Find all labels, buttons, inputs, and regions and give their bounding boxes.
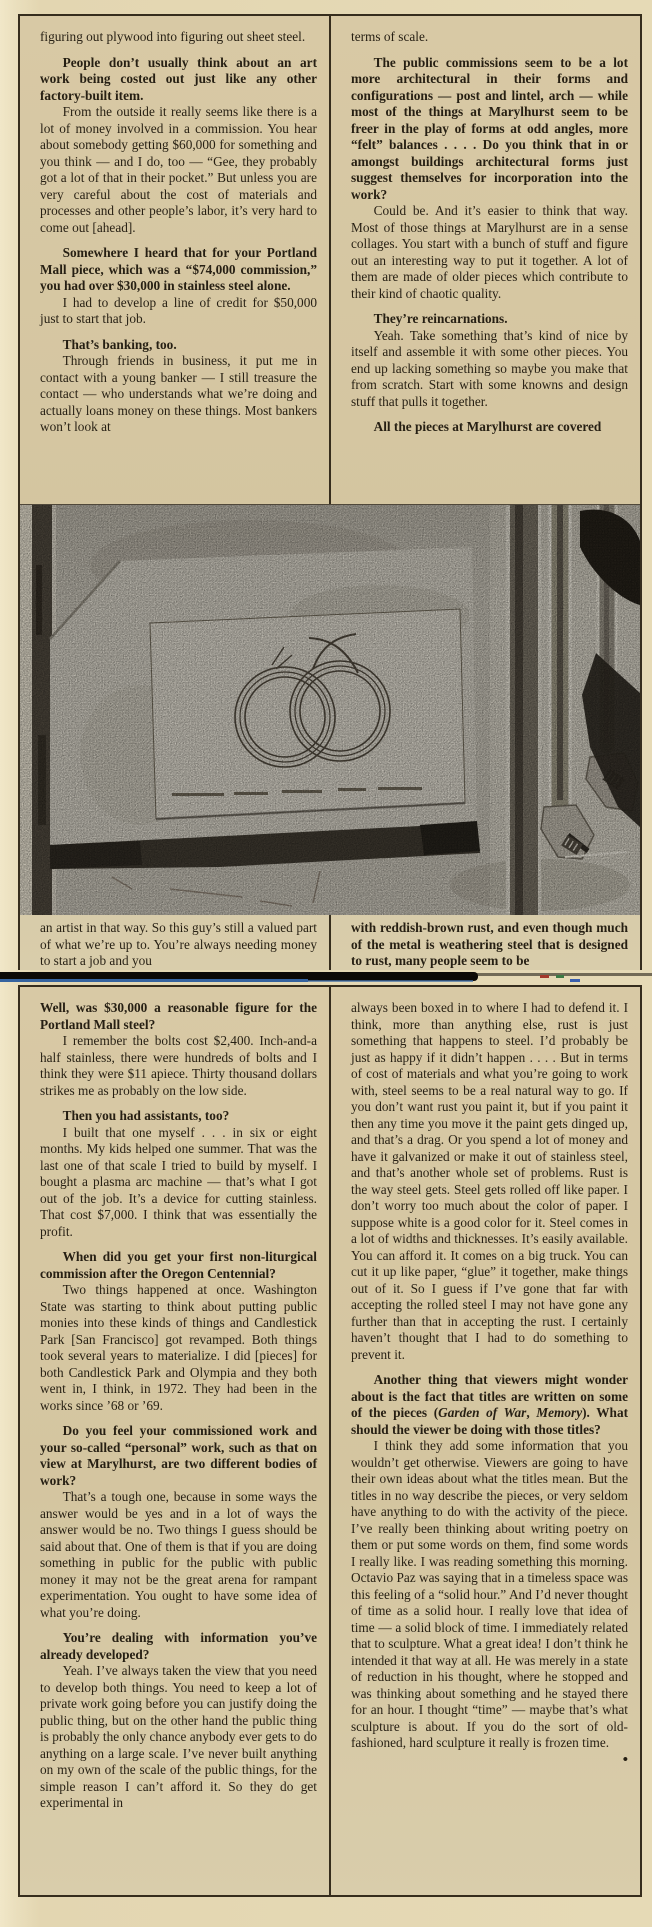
clipping-top — [18, 14, 642, 970]
text-run: , — [526, 1405, 537, 1420]
answer-paragraph: I had to develop a line of credit for $50,000 just to start that job. — [40, 294, 317, 326]
question-paragraph — [351, 1372, 628, 1438]
question-paragraph: Do you feel your commissioned work and your so-called “personal” work, such as that on view at Marylhurst, are two different bodies of work? — [40, 1423, 317, 1488]
scan-artifact-speck — [570, 979, 580, 982]
answer-paragraph: From the outside it really seems like there is a lot of money involved in a commission. You hear about somebody getting $60,000 for something and you think — and I do, too — “Gee, they probably got a lot of that in their pocket.” But unless you are very careful about the cost of materials and processes and other people’s labor, it’s very hard to come out [ahead]. — [40, 104, 317, 235]
answer-paragraph: Yeah. I’ve always taken the view that you need to develop both things. You need to keep a lot of private work going before you can justify doing the public thing, but on the other hand the public thing is probably the only chance anybody ever gets to do anything on a large scale. I’ve never built anything on my own of the scale of the public things, for the simple reason I can’t afford it. So they do get experimental in — [40, 1663, 317, 1810]
question-paragraph: Well, was $30,000 a reasonable figure for the Portland Mall steel? — [40, 1000, 317, 1032]
question-paragraph: Then you had assistants, too? — [62, 1108, 230, 1123]
mid-right-column — [329, 915, 640, 970]
seam-blue-line — [0, 979, 308, 982]
photo-illustration — [20, 505, 640, 915]
scanned-page — [0, 14, 652, 1927]
text-run: Garden of War — [438, 1405, 527, 1420]
seam-blue-line-faint — [308, 980, 473, 982]
article-end-mark: • — [622, 1751, 628, 1768]
text-run: Another thing that viewers might wonder about is the fact that titles are written on some of the pieces ( — [351, 1372, 628, 1420]
clipping-bottom — [18, 985, 642, 1897]
question-paragraph: Somewhere I heard that for your Portland Mall piece, which was a “$74,000 commission,” you had over $30,000 in stainless steel alone. — [40, 245, 317, 293]
top-text-columns — [20, 16, 640, 504]
bottom-left-column — [20, 987, 329, 1897]
scan-artifact-speck — [556, 975, 564, 978]
question-paragraph: The public commissions seem to be a lot more architectural in their forms and configurations — post and lintel, arch — while most of the things at Marylhurst seem to be freer in the play of forms at odd angles, more “felt” balances . . . . Do you think that in or amongst buildings architectural forms just suggest themselves for incorporation into the work? — [351, 54, 628, 202]
question-paragraph: with reddish-brown rust, and even though much of the metal is weathering steel that is designed to rust, many people seem to be — [351, 920, 628, 968]
question-paragraph: When did you get your first non-liturgical commission after the Oregon Centennial? — [40, 1249, 317, 1281]
answer-paragraph: I think they add some information that you wouldn’t get otherwise. Viewers are going to have their own ideas about what the titles mean. But the titles in no way describe the pieces, or very seldom have anything to do with the activity of the piece. I’ve really been thinking about writing poetry on them or put some words on them, find some words I really like. I was reading something this morning. Octavio Paz was saying that in a timeless space was this feeling of a “solid hour.” And I’d never thought of time as a solid hour. I really love that idea of time — a solid block of time. I immediately related that to sculpture. What a great idea! I don’t think he intended it that way at all. He was merely in a state of reduction in his thought, where he stopped and was thinking about something and he stayed there for an hour. I thought “time” — maybe that’s what sculpture is about. If you do the sort of old-fashioned, hard sculpture it really is frozen time. • — [351, 1438, 628, 1768]
answer-paragraph: always been boxed in to where I had to defend it. I think, more than anything else, rust is just something that happens to steel. I’d probably be just as happy if it didn’t happen . . . . But in terms of cost of materials and what you’re going to work with, steel seems to be a real natural way to go. If you don’t want rust you paint it, but if you paint it then any time you move it the paint gets dinged up, and that’s a drag. Or you spend a lot of money and have it galvanized or make it out of stainless steel, and that’s another whole set of problems. Rust is the way steel gets. Steel gets rolled off like paper. I don’t worry too much about the color of paper. I suppose white is a good color for it. Steel comes in a lot of widths and thicknesses. It’s easily available. You can afford it. It comes on a big truck. You can cut it up like paper, “glue” it together, make things out of it. So I guess if I’ve gone that far with accepting the rolled steel I may not have gone any further than that in accepting the rust. I certainly haven’t thought that I had to do something to prevent it. — [351, 1000, 628, 1362]
text-run: ). What should the viewer be doing with those titles? — [351, 1405, 629, 1437]
answer-paragraph: Through friends in business, it put me in contact with a young banker — I still treasure the contact — who understands what we’re doing and actually loans money on these things. Most bankers won’t look at — [40, 353, 317, 434]
bottom-text-columns — [20, 987, 640, 1897]
bottom-right-column — [329, 987, 640, 1897]
answer-paragraph: Two things happened at once. Washington State was starting to think about putting public monies into these kinds of things and Candlestick Park [San Francisco] got revamped. Both things took several years to materialize. I did [pieces] for both Candlestick Park and Olympia and they both went in, I think, in 1972. They had been in the works since ’68 or ’69. — [40, 1282, 317, 1413]
answer-paragraph: I built that one myself . . . in six or eight months. My kids helped one summer. That was the last one of that scale I tried to build by myself. I bought a plasma arc machine — that’s what I got out of the job. It’s a device for cutting stainless. That cost $7,000. I think that was essentially the profit. — [40, 1124, 317, 1239]
answer-paragraph: figuring out plywood into figuring out sheet steel. — [40, 29, 306, 44]
top-right-column — [329, 16, 640, 504]
top-left-column — [20, 16, 329, 504]
question-paragraph: People don’t usually think about an art work being costed out just like any other factory-built item. — [40, 54, 317, 103]
mid-text-columns — [20, 915, 640, 970]
answer-paragraph: I remember the bolts cost $2,400. Inch-and-a half stainless, there were hundreds of bolts and I think they were $11 apiece. Thirty thousand dollars strikes me as probably on the low side. — [40, 1033, 317, 1098]
question-paragraph: You’re dealing with information you’ve already developed? — [40, 1630, 317, 1662]
text-run: Memory — [536, 1405, 583, 1420]
answer-paragraph: Could be. And it’s easier to think that way. Most of those things at Marylhurst are in a sense collages. You start with a bunch of stuff and figure out an interesting way to put it together. A lot of them are made of older pieces which contribute to their kind of chaotic quality. — [351, 203, 628, 301]
mid-left-column — [20, 915, 329, 970]
photo-studio-wall — [20, 504, 640, 915]
answer-paragraph: Yeah. Take something that’s kind of nice by itself and assemble it with some other pieces. You end up lacking something so maybe you make that from scratch. Start with some knowns and design stuff that pulls it together. — [351, 327, 628, 409]
question-paragraph: They’re reincarnations. — [373, 311, 508, 326]
answer-paragraph: terms of scale. — [351, 29, 429, 44]
clipping-seam — [0, 970, 652, 983]
answer-paragraph: an artist in that way. So this guy’s still a valued part of what we’re up to. You’re always needing money to start a job and you — [40, 920, 317, 968]
question-paragraph: That’s banking, too. — [62, 336, 177, 352]
scan-artifact-speck — [540, 975, 549, 978]
question-paragraph: All the pieces at Marylhurst are covered — [373, 419, 602, 434]
answer-paragraph: That’s a tough one, because in some ways the answer would be yes and in a lot of ways the answer would be no. Two things I guess should be said about that. One of them is that if you are doing something in public for the public with public money it may not be the great arena for rampant experimentation. You ought to have some idea of what you’re doing. — [40, 1489, 317, 1620]
